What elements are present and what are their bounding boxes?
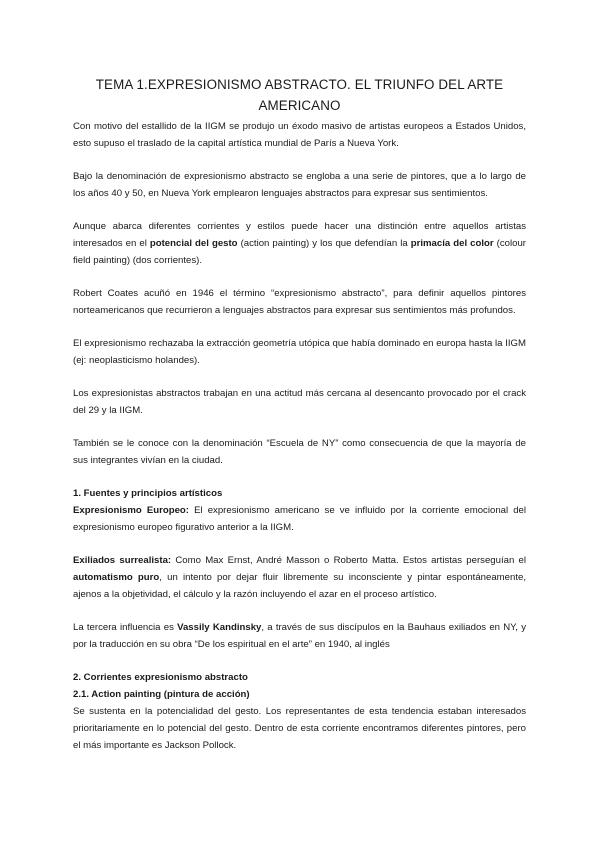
section-heading-2: 2. Corrientes expresionismo abstracto (73, 672, 248, 683)
text-run: , a través de sus discípulos en la Bauhaus exiliados en NY, y por la traducción en su obra “De los espiritual en el arte” en 1940, al inglés (73, 622, 526, 650)
paragraph-action-painting: Se sustenta en la potencialidad del gesto. Los representantes de esta tendencia estaban interesados prioritariamente en lo potencial del gesto. Dentro de esta corriente encontramos diferentes pintores, pero el más importante es Jackson Pollock. (73, 706, 526, 751)
paragraph-intro: Con motivo del estallido de la IIGM se produjo un éxodo masivo de artistas europeos a Estados Unidos, esto supuso el traslado de la capital artística mundial de París a Nueva York. (73, 121, 526, 149)
title-line-1: TEMA 1.EXPRESIONISMO ABSTRACTO. EL TRIUNFO DEL ARTE (95, 77, 504, 92)
document-title (73, 74, 526, 116)
title-line-2: AMERICANO (258, 98, 341, 113)
paragraph-european-expressionism (73, 502, 526, 536)
text-run: El expresionismo americano se ve influido por la corriente emocional del expresionismo europeo figurativo anterior a la IIGM. (73, 505, 527, 533)
paragraph-kandinsky (73, 619, 526, 653)
section-heading-1: 1. Fuentes y principios artísticos (73, 488, 223, 499)
bold-run: Vassily Kandinsky (177, 622, 262, 633)
text-run: Aunque abarca diferentes corrientes y estilos puede hacer una distinción entre aquellos artistas interesados en el (73, 221, 526, 249)
subsection-heading-2-1: 2.1. Action painting (pintura de acción) (73, 689, 250, 700)
text-run: Como Max Ernst, André Masson o Roberto Matta. Estos artistas perseguían el (171, 555, 527, 566)
bold-run: Expresionismo Europeo: (73, 505, 189, 516)
bold-run: potencial del gesto (149, 238, 238, 249)
text-run: La tercera influencia es (73, 622, 178, 633)
bold-run: Exiliados surrealista: (73, 555, 172, 566)
paragraph-rejection: El expresionismo rechazaba la extracción geometría utópica que había dominado en europa hasta la IIGM (ej: neoplasticismo holandes). (73, 338, 526, 366)
paragraph-definition: Bajo la denominación de expresionismo abstracto se engloba a una serie de pintores, que a lo largo de los años 40 y 50, en Nueva York emplearon lenguajes abstractos para expresar sus sentimientos. (73, 171, 526, 199)
text-run: (action painting) y los que defendían la (237, 238, 411, 249)
bold-run: primacía del color (410, 238, 494, 249)
paragraph-coates: Robert Coates acuñó en 1946 el término “expresionismo abstracto”, para definir aquellos pintores norteamericanos que recurrieron a lenguajes abstractos para expresar sus sentimientos más profundos. (73, 288, 526, 316)
paragraph-disenchantment: Los expresionistas abstractos trabajan en una actitud más cercana al desencanto provocado por el crack del 29 y la IIGM. (73, 388, 526, 416)
bold-run: automatismo puro (73, 572, 160, 583)
paragraph-school-ny: También se le conoce con la denominación “Escuela de NY” como consecuencia de que la mayoría de sus integrantes vivían en la ciudad. (73, 438, 526, 466)
text-run: , un intento por dejar fluir libremente su inconsciente y pintar espontáneamente, ajenos a la objetividad, el cálculo y la razón incluyendo el azar en el proceso artístico. (73, 572, 526, 600)
paragraph-surrealists (73, 552, 526, 603)
text-run: (colour field painting) (dos corrientes). (73, 238, 526, 266)
paragraph-currents (73, 218, 526, 269)
